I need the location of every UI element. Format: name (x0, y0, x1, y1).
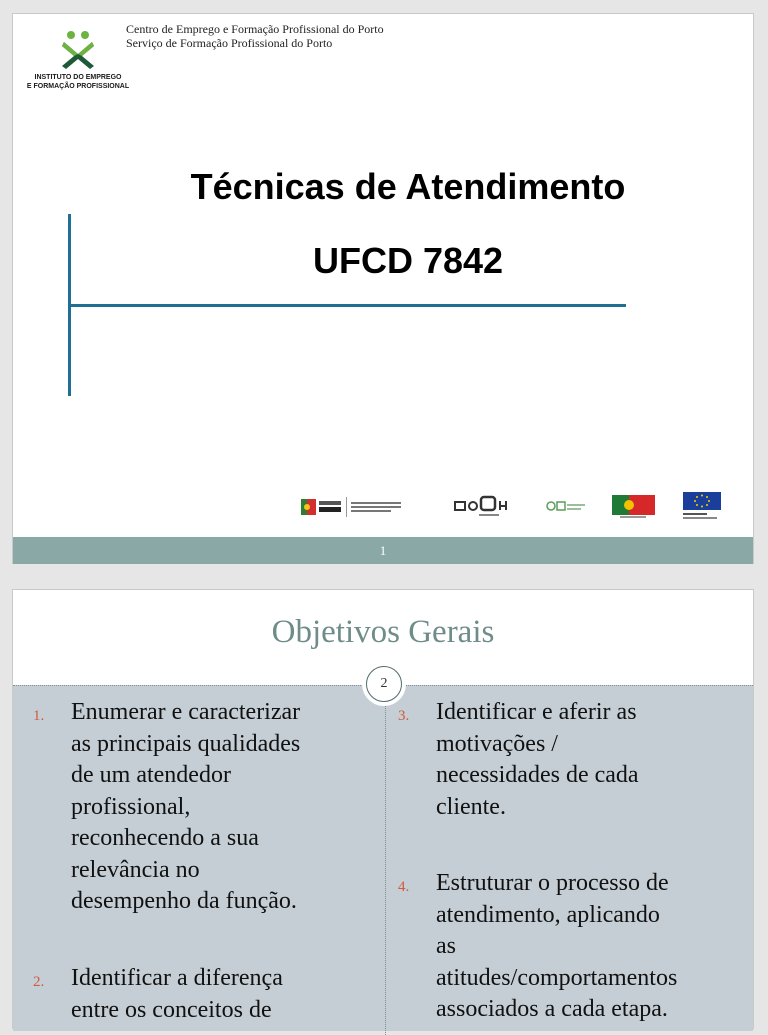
list-item-line: motivações / (436, 730, 558, 757)
page-number: 2 (380, 676, 388, 691)
uniao-europeia-logo (683, 492, 735, 524)
partner-logos-bar (299, 492, 739, 528)
slide-subtitle: UFCD 7842 (312, 240, 504, 281)
list-item-number: 2. (33, 974, 45, 990)
list-item-line: relevância no (71, 856, 200, 883)
header-line-2: Serviço de Formação Profissional do Porto (126, 36, 333, 50)
logo-text-line-1: INSTITUTO DO EMPREGO (34, 74, 122, 81)
list-item-line: Identificar a diferença (71, 965, 283, 991)
list-item-line: Estruturar o processo de (436, 870, 669, 896)
slide-2 (12, 589, 754, 1029)
list-item (436, 868, 677, 1026)
header-line-1: Centro de Emprego e Formação Profissional do Porto (126, 22, 384, 36)
qren-logo (545, 498, 589, 518)
list-item-line: Enumerar e caracterizar (71, 699, 301, 725)
list-item (436, 697, 639, 823)
list-item-line: de um atendedor (71, 762, 231, 788)
list-item (71, 697, 300, 918)
list-item (71, 963, 283, 1026)
slide-title: Técnicas de Atendimento (190, 166, 626, 207)
page-number-badge (366, 666, 402, 702)
logo-text-line-2: E FORMAÇÃO PROFISSIONAL (26, 83, 130, 90)
list-item-line: as (436, 933, 456, 959)
portugal-flag-logo (612, 495, 656, 519)
poph-logo (453, 492, 523, 522)
list-item-line: associados a cada etapa. (436, 996, 668, 1022)
list-item-number: 1. (33, 708, 45, 724)
list-item-line: profissional, (71, 793, 191, 820)
list-item-line: desempenho da função. (71, 888, 297, 914)
list-item-line: cliente. (436, 793, 506, 820)
iefp-logo (23, 28, 133, 90)
list-item-line: atitudes/comportamentos (436, 964, 678, 991)
slide-1 (12, 13, 754, 564)
slide-footer-bar (13, 537, 753, 564)
list-item-line: atendimento, aplicando (436, 901, 660, 928)
list-item-line: Identificar e aferir as (436, 699, 637, 725)
list-item-line: necessidades de cada (436, 762, 639, 788)
header-text (126, 22, 384, 50)
governo-portugal-logo (299, 494, 419, 520)
list-item-number: 3. (398, 708, 410, 724)
accent-horizontal-line (68, 304, 626, 307)
page-number: 1 (379, 543, 387, 558)
list-item-number: 4. (398, 879, 410, 895)
list-item-line: entre os conceitos de (71, 996, 272, 1023)
slide-title: Objetivos Gerais (271, 614, 495, 650)
list-item-line: as principais qualidades (71, 730, 301, 757)
column-divider (385, 695, 386, 1035)
list-item-line: reconhecendo a sua (71, 825, 259, 851)
iefp-emblem-icon (23, 28, 133, 74)
